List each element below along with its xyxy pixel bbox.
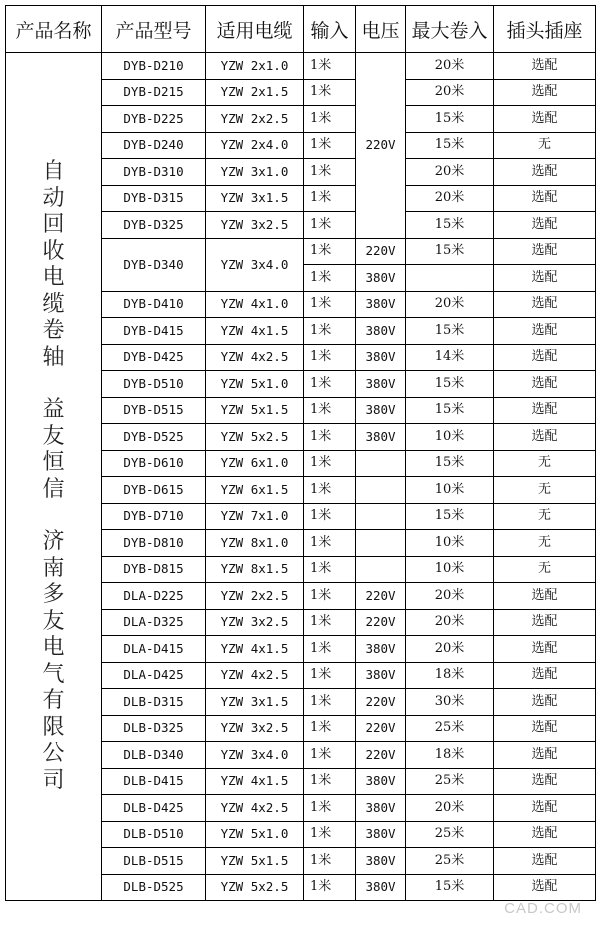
plug-cell: 选配 <box>494 106 596 133</box>
cable-cell: YZW 4x1.5 <box>206 768 304 795</box>
plug-cell: 无 <box>494 132 596 159</box>
model-cell: DYB-D410 <box>102 291 206 318</box>
cable-cell: YZW 5x1.0 <box>206 821 304 848</box>
cable-cell: YZW 8x1.5 <box>206 556 304 583</box>
voltage-cell: 380V <box>356 821 406 848</box>
cable-cell: YZW 5x1.5 <box>206 397 304 424</box>
voltage-cell: 380V <box>356 874 406 901</box>
voltage-cell: 380V <box>356 344 406 371</box>
plug-cell: 选配 <box>494 821 596 848</box>
voltage-cell <box>356 503 406 530</box>
voltage-cell: 380V <box>356 768 406 795</box>
plug-cell: 选配 <box>494 874 596 901</box>
plug-cell: 无 <box>494 477 596 504</box>
model-cell: DYB-D240 <box>102 132 206 159</box>
cable-cell: YZW 3x2.5 <box>206 715 304 742</box>
company-label-cell <box>6 53 102 901</box>
voltage-cell: 220V <box>356 53 406 239</box>
voltage-cell: 380V <box>356 397 406 424</box>
max-reel-cell: 15米 <box>406 106 494 133</box>
model-cell: DLB-D415 <box>102 768 206 795</box>
input-cell: 1米 <box>304 477 356 504</box>
cable-cell: YZW 2x2.5 <box>206 106 304 133</box>
max-reel-cell: 20米 <box>406 636 494 663</box>
max-reel-cell: 15米 <box>406 397 494 424</box>
cable-cell: YZW 3x2.5 <box>206 212 304 239</box>
max-reel-cell: 15米 <box>406 212 494 239</box>
input-cell: 1米 <box>304 212 356 239</box>
model-cell: DLA-D425 <box>102 662 206 689</box>
plug-cell: 选配 <box>494 53 596 80</box>
input-cell: 1米 <box>304 662 356 689</box>
model-cell: DLB-D525 <box>102 874 206 901</box>
model-cell: DYB-D425 <box>102 344 206 371</box>
max-reel-cell: 15米 <box>406 318 494 345</box>
input-cell: 1米 <box>304 583 356 610</box>
model-cell: DYB-D610 <box>102 450 206 477</box>
max-reel-cell: 18米 <box>406 662 494 689</box>
voltage-cell: 380V <box>356 265 406 292</box>
plug-cell: 选配 <box>494 185 596 212</box>
cable-cell: YZW 3x1.0 <box>206 159 304 186</box>
input-cell: 1米 <box>304 795 356 822</box>
plug-cell: 选配 <box>494 424 596 451</box>
company-label-line2: 益友恒信 <box>42 397 65 502</box>
cable-cell: YZW 4x2.5 <box>206 795 304 822</box>
plug-cell: 选配 <box>494 397 596 424</box>
max-reel-cell: 15米 <box>406 371 494 398</box>
input-cell: 1米 <box>304 53 356 80</box>
voltage-cell: 220V <box>356 689 406 716</box>
plug-cell: 无 <box>494 503 596 530</box>
max-reel-cell: 15米 <box>406 503 494 530</box>
input-cell: 1米 <box>304 609 356 636</box>
voltage-cell: 220V <box>356 609 406 636</box>
voltage-cell <box>356 556 406 583</box>
cable-cell: YZW 2x1.5 <box>206 79 304 106</box>
header-cable: 适用电缆 <box>206 6 304 53</box>
model-cell: DLB-D325 <box>102 715 206 742</box>
watermark: CAD.COM <box>504 900 582 917</box>
input-cell: 1米 <box>304 132 356 159</box>
voltage-cell: 220V <box>356 583 406 610</box>
max-reel-cell: 25米 <box>406 848 494 875</box>
input-cell: 1米 <box>304 503 356 530</box>
input-cell: 1米 <box>304 265 356 292</box>
input-cell: 1米 <box>304 874 356 901</box>
input-cell: 1米 <box>304 318 356 345</box>
max-reel-cell: 15米 <box>406 238 494 265</box>
input-cell: 1米 <box>304 397 356 424</box>
cable-cell: YZW 2x1.0 <box>206 53 304 80</box>
table-header <box>6 6 596 53</box>
plug-cell: 选配 <box>494 371 596 398</box>
header-row <box>6 6 596 53</box>
model-cell: DYB-D815 <box>102 556 206 583</box>
max-reel-cell: 15米 <box>406 132 494 159</box>
plug-cell: 无 <box>494 530 596 557</box>
max-reel-cell: 20米 <box>406 185 494 212</box>
plug-cell: 选配 <box>494 742 596 769</box>
cable-cell: YZW 4x2.5 <box>206 344 304 371</box>
model-cell: DLB-D425 <box>102 795 206 822</box>
plug-cell: 选配 <box>494 79 596 106</box>
model-cell: DYB-D510 <box>102 371 206 398</box>
model-cell: DYB-D310 <box>102 159 206 186</box>
max-reel-cell: 20米 <box>406 79 494 106</box>
input-cell: 1米 <box>304 530 356 557</box>
plug-cell: 选配 <box>494 238 596 265</box>
max-reel-cell <box>406 265 494 292</box>
company-label <box>42 159 66 794</box>
input-cell: 1米 <box>304 450 356 477</box>
model-cell: DYB-D415 <box>102 318 206 345</box>
max-reel-cell: 10米 <box>406 556 494 583</box>
plug-cell: 选配 <box>494 715 596 742</box>
input-cell: 1米 <box>304 159 356 186</box>
model-cell: DLA-D325 <box>102 609 206 636</box>
max-reel-cell: 18米 <box>406 742 494 769</box>
voltage-cell: 380V <box>356 318 406 345</box>
model-cell: DYB-D340 <box>102 238 206 291</box>
model-cell: DYB-D515 <box>102 397 206 424</box>
plug-cell: 选配 <box>494 318 596 345</box>
cable-cell: YZW 4x1.5 <box>206 636 304 663</box>
input-cell: 1米 <box>304 715 356 742</box>
max-reel-cell: 25米 <box>406 768 494 795</box>
voltage-cell: 380V <box>356 371 406 398</box>
cable-cell: YZW 5x2.5 <box>206 424 304 451</box>
voltage-cell: 380V <box>356 636 406 663</box>
model-cell: DYB-D225 <box>102 106 206 133</box>
max-reel-cell: 15米 <box>406 874 494 901</box>
input-cell: 1米 <box>304 768 356 795</box>
voltage-cell <box>356 477 406 504</box>
plug-cell: 选配 <box>494 159 596 186</box>
cable-cell: YZW 5x1.5 <box>206 848 304 875</box>
cable-cell: YZW 6x1.5 <box>206 477 304 504</box>
plug-cell: 选配 <box>494 583 596 610</box>
max-reel-cell: 20米 <box>406 583 494 610</box>
plug-cell: 选配 <box>494 212 596 239</box>
plug-cell: 选配 <box>494 291 596 318</box>
cable-cell: YZW 3x4.0 <box>206 238 304 291</box>
cable-cell: YZW 8x1.0 <box>206 530 304 557</box>
max-reel-cell: 10米 <box>406 477 494 504</box>
model-cell: DLB-D340 <box>102 742 206 769</box>
cable-cell: YZW 4x1.0 <box>206 291 304 318</box>
voltage-cell <box>356 530 406 557</box>
max-reel-cell: 20米 <box>406 609 494 636</box>
max-reel-cell: 10米 <box>406 424 494 451</box>
model-cell: DLB-D515 <box>102 848 206 875</box>
input-cell: 1米 <box>304 689 356 716</box>
model-cell: DYB-D810 <box>102 530 206 557</box>
voltage-cell <box>356 450 406 477</box>
model-cell: DLB-D510 <box>102 821 206 848</box>
plug-cell: 选配 <box>494 848 596 875</box>
input-cell: 1米 <box>304 556 356 583</box>
table-row <box>6 53 596 80</box>
voltage-cell: 380V <box>356 795 406 822</box>
plug-cell: 无 <box>494 450 596 477</box>
cable-cell: YZW 4x1.5 <box>206 318 304 345</box>
cable-cell: YZW 3x2.5 <box>206 609 304 636</box>
model-cell: DLA-D225 <box>102 583 206 610</box>
max-reel-cell: 20米 <box>406 53 494 80</box>
plug-cell: 无 <box>494 556 596 583</box>
max-reel-cell: 30米 <box>406 689 494 716</box>
voltage-cell: 380V <box>356 424 406 451</box>
table-body <box>6 53 596 901</box>
max-reel-cell: 14米 <box>406 344 494 371</box>
plug-cell: 选配 <box>494 609 596 636</box>
voltage-cell: 380V <box>356 291 406 318</box>
cable-cell: YZW 5x2.5 <box>206 874 304 901</box>
model-cell: DYB-D525 <box>102 424 206 451</box>
input-cell: 1米 <box>304 424 356 451</box>
plug-cell: 选配 <box>494 636 596 663</box>
input-cell: 1米 <box>304 106 356 133</box>
cable-cell: YZW 3x1.5 <box>206 689 304 716</box>
model-cell: DLB-D315 <box>102 689 206 716</box>
input-cell: 1米 <box>304 848 356 875</box>
cable-cell: YZW 2x2.5 <box>206 583 304 610</box>
max-reel-cell: 25米 <box>406 821 494 848</box>
model-cell: DYB-D210 <box>102 53 206 80</box>
product-spec-table <box>5 5 596 901</box>
cable-cell: YZW 4x2.5 <box>206 662 304 689</box>
input-cell: 1米 <box>304 79 356 106</box>
header-model: 产品型号 <box>102 6 206 53</box>
voltage-cell: 220V <box>356 238 406 265</box>
max-reel-cell: 25米 <box>406 715 494 742</box>
model-cell: DYB-D710 <box>102 503 206 530</box>
input-cell: 1米 <box>304 742 356 769</box>
input-cell: 1米 <box>304 291 356 318</box>
max-reel-cell: 20米 <box>406 291 494 318</box>
plug-cell: 选配 <box>494 768 596 795</box>
header-company: 产品名称 <box>6 6 102 53</box>
cable-cell: YZW 3x1.5 <box>206 185 304 212</box>
input-cell: 1米 <box>304 371 356 398</box>
plug-cell: 选配 <box>494 662 596 689</box>
company-label-line1: 自动回收电缆卷轴 <box>42 159 65 370</box>
model-cell: DYB-D315 <box>102 185 206 212</box>
plug-cell: 选配 <box>494 795 596 822</box>
max-reel-cell: 10米 <box>406 530 494 557</box>
input-cell: 1米 <box>304 821 356 848</box>
input-cell: 1米 <box>304 185 356 212</box>
header-voltage: 电压 <box>356 6 406 53</box>
input-cell: 1米 <box>304 238 356 265</box>
model-cell: DYB-D615 <box>102 477 206 504</box>
model-cell: DYB-D215 <box>102 79 206 106</box>
cable-cell: YZW 6x1.0 <box>206 450 304 477</box>
voltage-cell: 220V <box>356 715 406 742</box>
plug-cell: 选配 <box>494 265 596 292</box>
cable-cell: YZW 2x4.0 <box>206 132 304 159</box>
cable-cell: YZW 7x1.0 <box>206 503 304 530</box>
voltage-cell: 220V <box>356 742 406 769</box>
header-max-reel: 最大卷入 <box>406 6 494 53</box>
plug-cell: 选配 <box>494 344 596 371</box>
voltage-cell: 380V <box>356 848 406 875</box>
input-cell: 1米 <box>304 344 356 371</box>
company-label-line3: 济南多友电气有限公司 <box>42 529 65 793</box>
header-plug: 插头插座 <box>494 6 596 53</box>
voltage-cell: 380V <box>356 662 406 689</box>
max-reel-cell: 15米 <box>406 450 494 477</box>
input-cell: 1米 <box>304 636 356 663</box>
cable-cell: YZW 3x4.0 <box>206 742 304 769</box>
max-reel-cell: 20米 <box>406 159 494 186</box>
plug-cell: 选配 <box>494 689 596 716</box>
model-cell: DYB-D325 <box>102 212 206 239</box>
header-input: 输入 <box>304 6 356 53</box>
model-cell: DLA-D415 <box>102 636 206 663</box>
max-reel-cell: 20米 <box>406 795 494 822</box>
cable-cell: YZW 5x1.0 <box>206 371 304 398</box>
